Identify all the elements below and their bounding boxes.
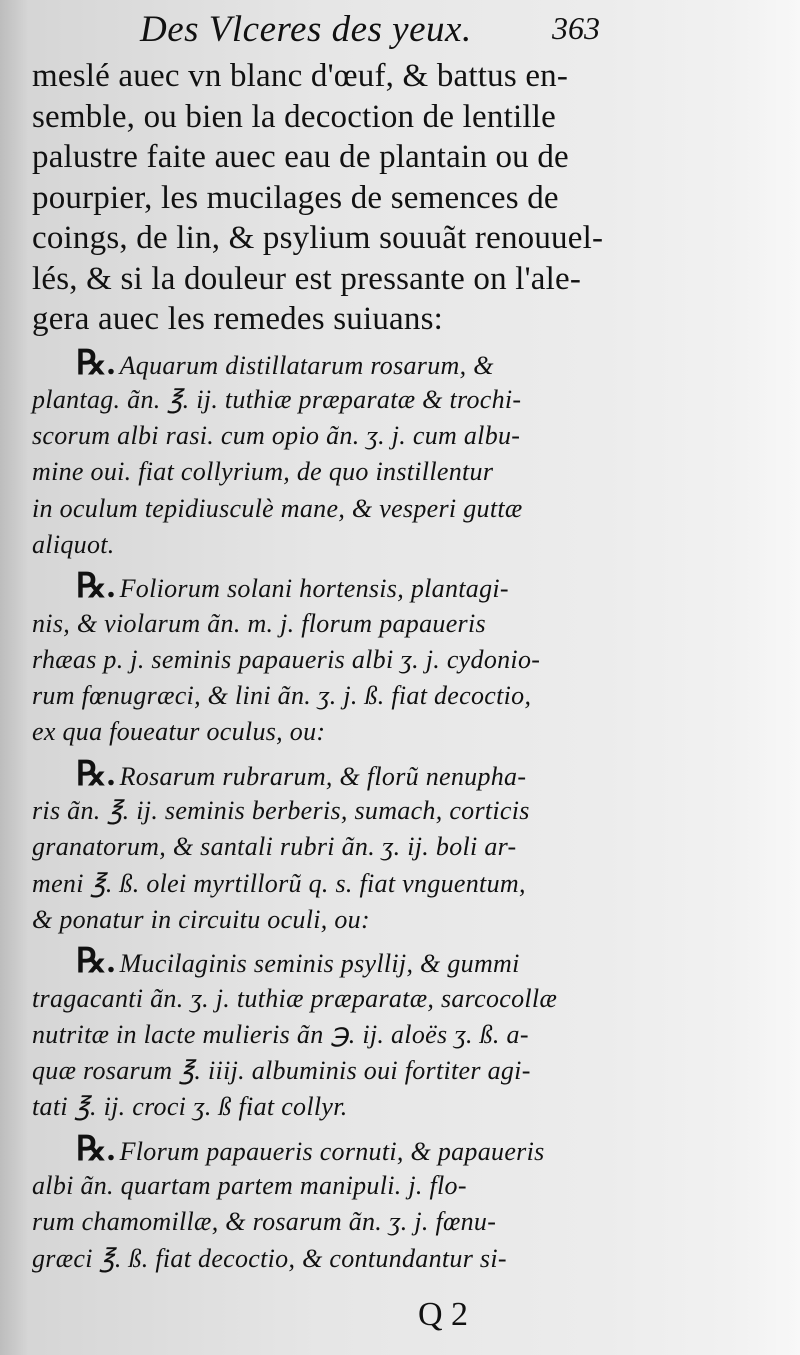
rx-symbol: ℞.: [76, 1130, 116, 1168]
recipe-line: [32, 1132, 632, 1168]
recipe-line: scorum albi rasi. cum opio ãn. ʒ. j. cum albu-: [32, 421, 521, 451]
recipe-line: tragacanti ãn. ʒ. j. tuthiæ præparatæ, sarcocollæ: [32, 983, 558, 1013]
recipe-5: [32, 1132, 632, 1277]
recipe-line: quæ rosarum ℥. iiij. albuminis oui fortiter agi-: [32, 1056, 531, 1086]
running-title: Des Vlceres des yeux.: [140, 9, 472, 50]
recipe-line: nis, & violarum ãn. m. j. florum papaueris: [32, 608, 486, 638]
recipe-line: nutritæ in lacte mulieris ãn ℈. ij. aloës ʒ. ß. a-: [32, 1019, 529, 1049]
rx-symbol: ℞.: [76, 943, 116, 981]
recipe-line: [32, 346, 632, 382]
recipe-line: rum fœnugræci, & lini ãn. ʒ. j. ß. fiat decoctio,: [32, 681, 532, 711]
recipe-text: Rosarum rubrarum, & florũ nenupha-: [119, 761, 527, 791]
text-line: palustre faite auec eau de plantain ou de: [32, 139, 569, 175]
opening-paragraph: [32, 56, 632, 340]
recipe-line: granatorum, & santali rubri ãn. ʒ. ij. boli ar-: [32, 832, 517, 862]
signature-mark: Q 2: [418, 1296, 469, 1333]
page-number: 363: [552, 10, 600, 46]
recipe-line: ris ãn. ℥. ij. seminis berberis, sumach, corticis: [32, 796, 530, 826]
page-header: [140, 8, 600, 48]
text-line: lés, & si la douleur est pressante on l'ale-: [32, 260, 582, 297]
recipe-line: aliquot.: [32, 529, 115, 559]
recipe-line: plantag. ãn. ℥. ij. tuthiæ præparatæ & trochi-: [32, 384, 522, 414]
recipe-line: tati ℥. ij. croci ʒ. ß fiat collyr.: [32, 1092, 348, 1122]
recipe-line: & ponatur in circuitu oculi, ou:: [32, 904, 370, 934]
rx-symbol: ℞.: [76, 568, 116, 606]
recipe-text: Foliorum solani hortensis, plantagi-: [119, 574, 509, 604]
recipe-line: in oculum tepidiusculè mane, & vesperi guttæ: [32, 493, 523, 523]
recipe-3: [32, 757, 632, 938]
text-line: pourpier, les mucilages de semences de: [32, 179, 559, 216]
recipe-line: [32, 944, 632, 980]
recipe-line: rum chamomillæ, & rosarum ãn. ʒ. j. fœnu-: [32, 1207, 497, 1237]
text-line: gera auec les remedes suiuans:: [32, 301, 443, 337]
recipe-4: [32, 944, 632, 1125]
text-line: coings, de lin, & psylium souuãt renouuel-: [32, 220, 604, 256]
recipe-line: græci ℥. ß. fiat decoctio, & contundantur si-: [32, 1243, 507, 1273]
recipe-line: [32, 569, 632, 605]
recipe-line: mine oui. fiat collyrium, de quo instillentur: [32, 457, 494, 487]
rx-symbol: ℞.: [76, 755, 116, 793]
recipe-line: [32, 757, 632, 793]
recipe-line: ex qua foueatur oculus, ou:: [32, 717, 326, 747]
recipe-line: albi ãn. quartam partem manipuli. j. flo-: [32, 1171, 467, 1201]
recipe-2: [32, 569, 632, 750]
recipe-text: Mucilaginis seminis psyllij, & gummi: [119, 949, 520, 979]
page-edge-highlight: [740, 0, 800, 1355]
text-line: semble, ou bien la decoction de lentille: [32, 98, 556, 135]
recipe-text: Florum papaueris cornuti, & papaueris: [119, 1136, 545, 1166]
recipe-1: [32, 346, 632, 564]
page-gutter-shadow: [0, 0, 28, 1355]
recipe-text: Aquarum distillatarum rosarum, &: [119, 350, 494, 380]
rx-symbol: ℞.: [76, 344, 116, 382]
body-text: [32, 56, 632, 1277]
recipe-line: meni ℥. ß. olei myrtillorũ q. s. fiat vnguentum,: [32, 868, 526, 898]
recipe-line: rhæas p. j. seminis papaueris albi ʒ. j. cydonio-: [32, 644, 541, 674]
text-line: meslé auec vn blanc d'œuf, & battus en-: [32, 58, 569, 94]
